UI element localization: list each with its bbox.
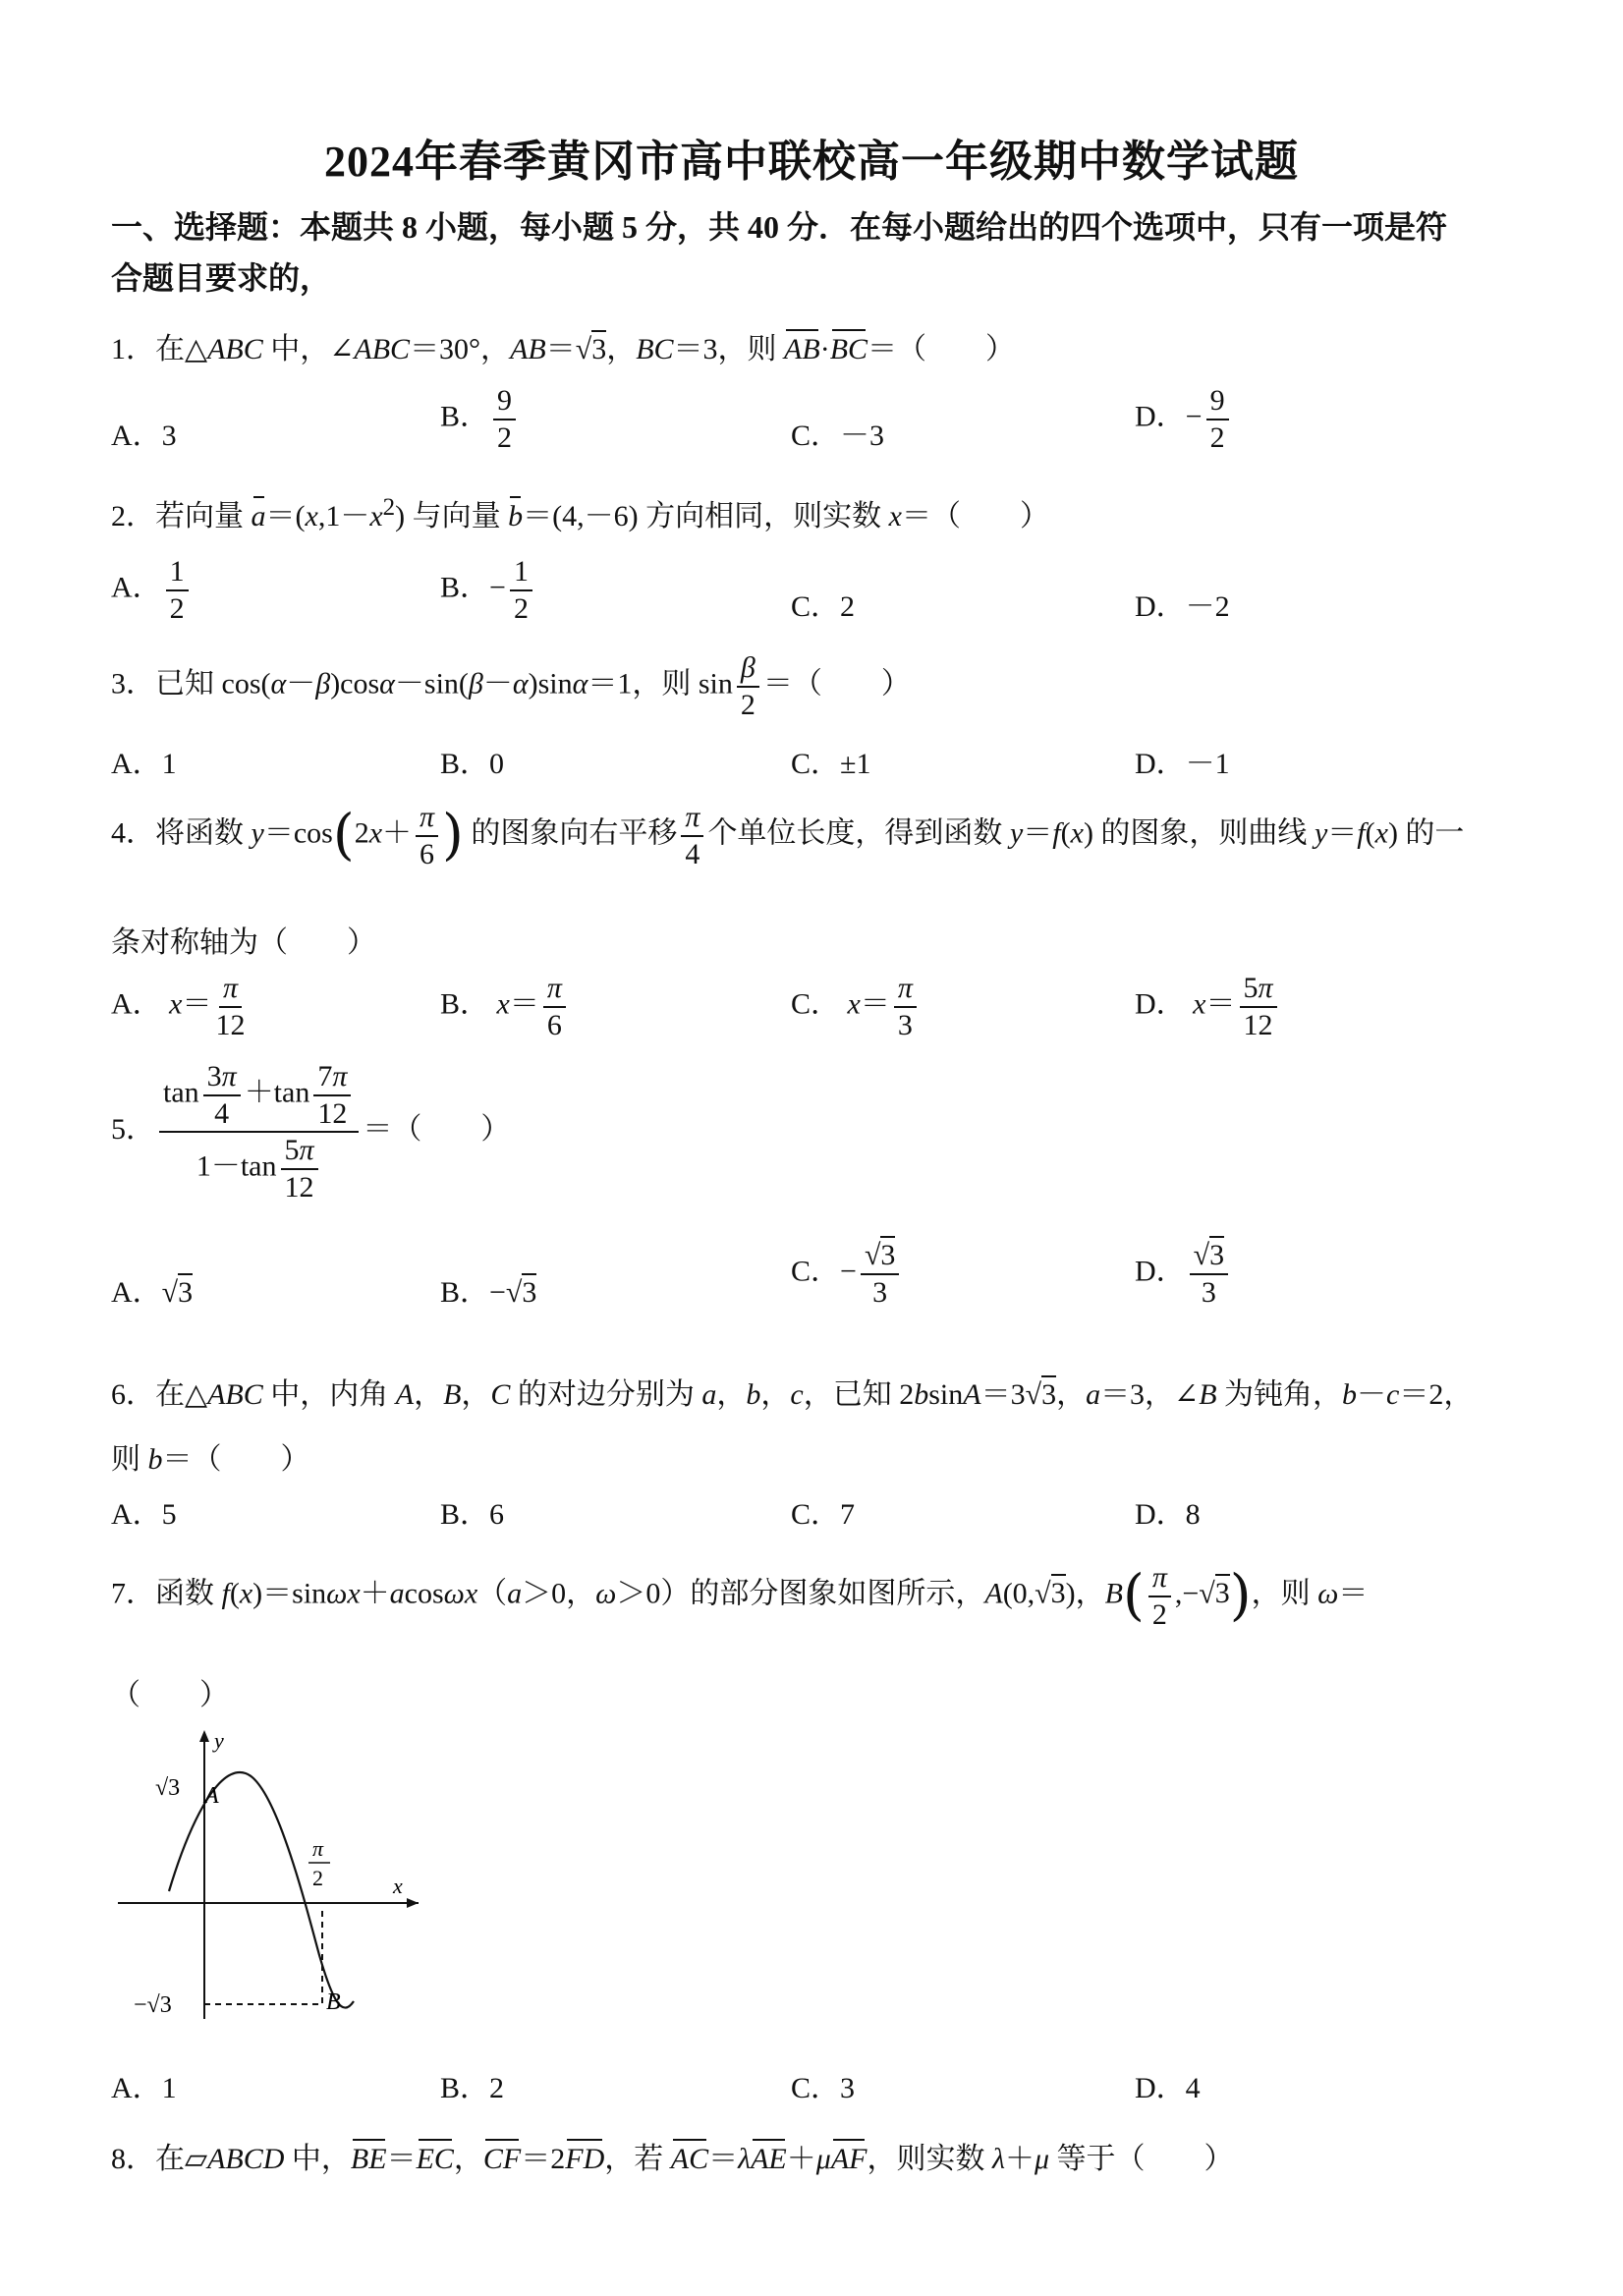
q5-option-a: A．√3: [111, 1267, 193, 1311]
question-number: 5．: [111, 1112, 155, 1146]
q5-option-d: D． $\frac{√3}{3}$: [1135, 1240, 1232, 1308]
q3-option-c: C．±1: [791, 748, 871, 780]
pi-denominator: 2: [312, 1866, 323, 1890]
page-title: 2024年春季黄冈市高中联校高一年级期中数学试题: [324, 138, 1299, 186]
question-7: 7．函数 f(x)＝sinωx＋acosωx（a＞0，ω＞0）的部分图象如图所示，A(0,√3)，B( $\frac{\pi}{2}$ ,−√3)，则 ω＝: [111, 1561, 1369, 1631]
question-2: 2．若向量 $a=(x,1-x^2)$ 与向量 b＝(4,－6) 方向相同，则实数 x＝（ ）: [111, 494, 1049, 532]
question-number: 1．: [111, 333, 155, 365]
section-heading-line2: 合题目要求的，: [111, 260, 332, 296]
q6-option-a: A．5: [111, 1498, 177, 1531]
q2-option-a: A． $\frac{1}{2}$: [111, 556, 193, 624]
q4-option-a: A． x＝ $\frac{\pi}{12}$: [111, 972, 246, 1041]
q1-option-a: A．3: [111, 420, 177, 452]
q7-option-c: C．3: [791, 2072, 856, 2104]
question-6: 6．在△ABC 中，内角 A，B，C 的对边分别为 a，b，c，已知 2bsinA＝3√3，a＝3，∠B 为钝角，b－c＝2，: [111, 1370, 1473, 1413]
pi-label: π: [312, 1836, 324, 1861]
question-4: 4．将函数 y＝cos(2x＋ $\frac{\pi}{6}$ ) 的图象向右平移 $\frac{\pi}{4}$ 个单位长度，得到函数 y＝f(x) 的图象，则曲线 y＝f(x) 的一: [111, 801, 1465, 870]
question-number: 8．: [111, 2143, 155, 2175]
q4-option-c: C． x＝ $\frac{\pi}{3}$: [791, 973, 921, 1040]
q1-option-c: C．－3: [791, 420, 885, 452]
q6-option-c: C．7: [791, 1498, 856, 1531]
question-number: 3．: [111, 667, 155, 700]
x-axis-arrow: [407, 1898, 419, 1908]
neg-sqrt3-label: −√3: [134, 1992, 172, 2018]
q3-option-d: D．－1: [1135, 748, 1230, 780]
question-1: 1．在△ABC 中，∠ABC＝30°，AB＝√3，BC＝3，则 AB·BC＝（ ）: [111, 324, 1015, 367]
question-6-line2: 则 b＝（ ）: [111, 1443, 310, 1476]
q4-option-d: D． x＝ $\frac{5\pi}{12}$: [1135, 973, 1281, 1040]
question-number: 7．: [111, 1577, 155, 1610]
question-number: 2．: [111, 500, 155, 532]
q7-option-a: A．1: [111, 2072, 177, 2104]
q1-option-d: D．− $\frac{9}{2}$: [1135, 385, 1233, 453]
q6-option-b: B．6: [440, 1498, 505, 1531]
sine-curve: [169, 1772, 354, 2008]
sqrt3-label: √3: [155, 1775, 181, 1801]
question-8: 8．在▱ABCD 中，BE＝EC，CF＝2FD，若 AC＝λAE＋μAF，则实数 λ＋μ 等于（ ）: [111, 2143, 1234, 2175]
question-7-line2: （ ）: [111, 1679, 229, 1711]
y-axis-arrow: [199, 1730, 209, 1742]
q1-option-b: B． $\frac{9}{2}$: [440, 385, 520, 453]
q2-option-c: C．2: [791, 590, 856, 623]
q2-option-d: D．－2: [1135, 590, 1230, 623]
question-number: 4．: [111, 816, 155, 850]
q2-option-b: B．− $\frac{1}{2}$: [440, 556, 536, 624]
y-axis-label: y: [214, 1728, 224, 1753]
q3-option-a: A．1: [111, 748, 177, 780]
x-axis-label: x: [393, 1874, 403, 1898]
question-4-line2: 条对称轴为（ ）: [111, 926, 376, 959]
question-number: 6．: [111, 1378, 155, 1411]
q7-option-b: B．2: [440, 2072, 505, 2104]
function-graph: [108, 1724, 432, 2029]
q4-option-b: B． x＝ $\frac{\pi}{6}$: [440, 973, 570, 1040]
point-a-label: A: [204, 1783, 219, 1809]
q7-option-d: D．4: [1135, 2072, 1201, 2104]
q6-option-d: D．8: [1135, 1498, 1201, 1531]
q5-option-b: B．−√3: [440, 1267, 536, 1311]
section-heading-line1: 一、选择题：本题共 8 小题，每小题 5 分，共 40 分．在每小题给出的四个选项中，只有一项是符: [111, 209, 1448, 245]
question-3: 3．已知 cos(α－β)cosα－sin(β－α)sinα＝1，则 sin $\frac{\beta}{2}$ ＝（ ）: [111, 651, 911, 721]
q3-option-b: B．0: [440, 748, 505, 780]
question-5: 5． tan $\frac{3\pi}{4}$ ＋tan $\frac{7\pi}{12}$ 1－tan $\frac{5\pi}{12}$ ＝（ ）: [111, 1060, 511, 1204]
point-b-label: B: [326, 1989, 341, 2015]
q5-option-c: C．− $\frac{√3}{3}$: [791, 1240, 903, 1308]
